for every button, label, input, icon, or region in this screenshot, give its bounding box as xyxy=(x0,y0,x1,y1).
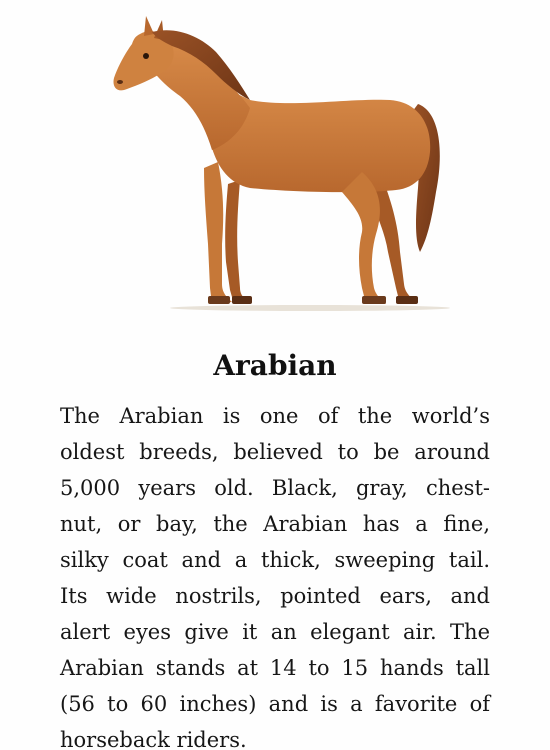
paragraph-line: (56 to 60 inches) and is a favorite of xyxy=(60,692,490,716)
page-title: Arabian xyxy=(213,349,337,382)
paragraph-line: silky coat and a thick, sweeping tail. xyxy=(60,548,490,572)
paragraph-line: Arabian stands at 14 to 15 hands tall xyxy=(60,656,490,680)
horse-eye xyxy=(143,53,149,59)
paragraph-line: 5,000 years old. Black, gray, chest- xyxy=(60,476,490,500)
paragraph-line: alert eyes give it an elegant air. The xyxy=(60,620,490,644)
description-paragraph xyxy=(60,398,490,750)
paragraph-line: nut, or bay, the Arabian has a fine, xyxy=(60,512,490,536)
horse-hoof xyxy=(362,296,386,304)
paragraph-line: The Arabian is one of the world’s xyxy=(60,404,490,428)
horse-nostril xyxy=(117,80,123,84)
horse-far-foreleg xyxy=(225,180,250,304)
paragraph-line: horseback riders. xyxy=(60,728,247,750)
paragraph-line: Its wide nostrils, pointed ears, and xyxy=(60,584,490,608)
horse-ear-left xyxy=(144,16,154,36)
paragraph-line: oldest breeds, believed to be around xyxy=(60,440,490,464)
horse-hoof xyxy=(208,296,230,304)
horse-shadow xyxy=(170,305,450,311)
horse-hoof xyxy=(232,296,252,304)
horse-hoof xyxy=(396,296,418,304)
horse-illustration xyxy=(100,12,460,312)
